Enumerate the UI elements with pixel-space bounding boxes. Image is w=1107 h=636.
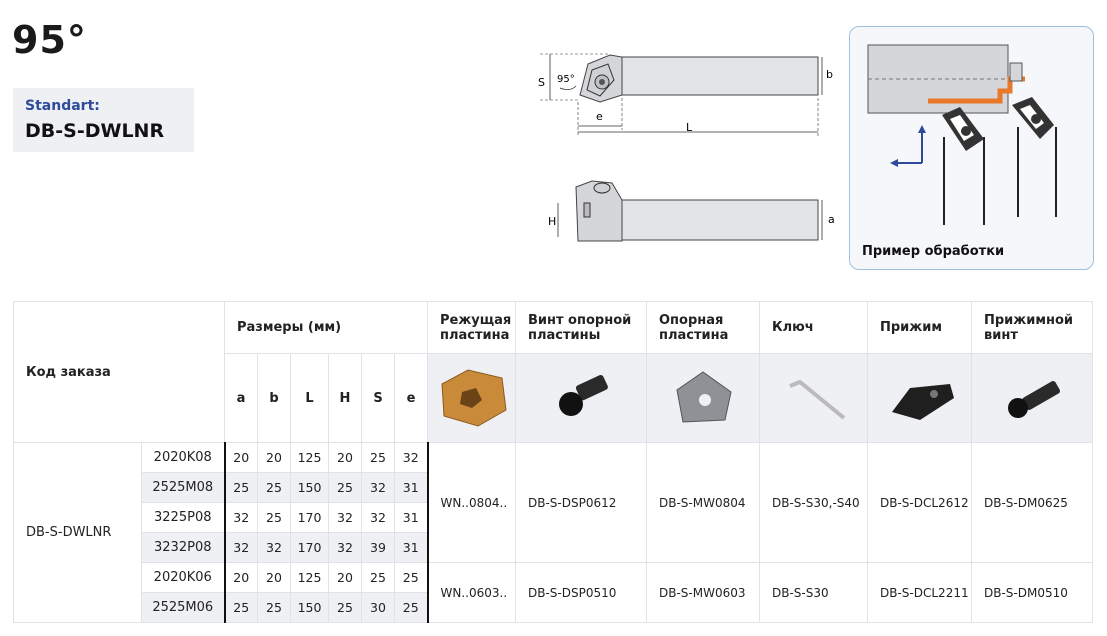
dim-value: 32 — [258, 533, 291, 563]
dim-value: 170 — [291, 533, 329, 563]
table-row — [14, 563, 1093, 593]
dimensions-header: Размеры (мм) — [225, 302, 428, 354]
dim-value: 25 — [395, 593, 428, 623]
dim-value: 25 — [362, 563, 395, 593]
dim-value: 25 — [258, 473, 291, 503]
clamp-icon — [880, 362, 960, 432]
dim-value: 125 — [291, 443, 329, 473]
dim-value: 25 — [225, 473, 258, 503]
machining-example-illustration — [850, 27, 1093, 227]
dim-value: 170 — [291, 503, 329, 533]
dim-value: 32 — [329, 533, 362, 563]
insert-image — [428, 354, 516, 443]
clamp-image — [868, 354, 972, 443]
row-code: 2525M08 — [142, 473, 225, 503]
machining-example-label: Пример обработки — [862, 244, 1005, 259]
standard-label: Standart: — [25, 98, 100, 114]
header-clamp: Прижим — [868, 302, 972, 354]
dim-value: 32 — [362, 473, 395, 503]
dim-value: 25 — [258, 593, 291, 623]
dim-col-h: H — [329, 354, 362, 443]
dim-value: 20 — [225, 563, 258, 593]
key-code: DB-S-S30,-S40 — [760, 443, 868, 563]
clamp-screw-code: DB-S-DM0625 — [972, 443, 1093, 563]
dim-value: 32 — [395, 443, 428, 473]
standard-value: DB-S-DWLNR — [25, 120, 165, 142]
dim-value: 25 — [395, 563, 428, 593]
dim-value: 20 — [225, 443, 258, 473]
dim-label-e: e — [596, 110, 603, 123]
header-shim: Опорная пластина — [647, 302, 760, 354]
header-key: Ключ — [760, 302, 868, 354]
dim-value: 125 — [291, 563, 329, 593]
dim-value: 20 — [258, 563, 291, 593]
dim-value: 20 — [258, 443, 291, 473]
dim-value: 25 — [329, 473, 362, 503]
table-row — [14, 443, 1093, 473]
header-shim-screw: Винт опорной пластины — [516, 302, 647, 354]
dim-col-l: L — [291, 354, 329, 443]
shim-image — [647, 354, 760, 443]
specification-table — [13, 301, 1093, 623]
shim-screw-code: DB-S-DSP0510 — [516, 563, 647, 623]
tool-side-view-drawing — [540, 175, 835, 250]
family-code: DB-S-DWLNR — [14, 443, 142, 623]
dim-value: 32 — [329, 503, 362, 533]
hex-key-icon — [774, 362, 854, 432]
dim-value: 30 — [362, 593, 395, 623]
standard-box — [13, 88, 194, 152]
dim-col-s: S — [362, 354, 395, 443]
dim-label-h: H — [548, 215, 557, 228]
dim-label-l: L — [686, 121, 693, 134]
dim-value: 31 — [395, 503, 428, 533]
insert-code: WN..0804.. — [428, 443, 516, 563]
dim-value: 150 — [291, 473, 329, 503]
dim-value: 31 — [395, 473, 428, 503]
dim-label-b: b — [826, 68, 833, 81]
clamp-screw-image — [972, 354, 1093, 443]
dim-label-s: S — [538, 76, 545, 89]
row-code: 3225P08 — [142, 503, 225, 533]
dim-value: 20 — [329, 563, 362, 593]
insert-icon — [432, 362, 512, 432]
dim-col-b: b — [258, 354, 291, 443]
header-clamp-screw: Прижимной винт — [972, 302, 1093, 354]
dim-label-a: a — [828, 213, 835, 226]
dim-value: 25 — [362, 443, 395, 473]
clamp-code: DB-S-DCL2612 — [868, 443, 972, 563]
page-title: 95° — [12, 18, 87, 62]
row-code: 3232P08 — [142, 533, 225, 563]
dim-value: 150 — [291, 593, 329, 623]
dim-value: 20 — [329, 443, 362, 473]
key-image — [760, 354, 868, 443]
row-code: 2525M06 — [142, 593, 225, 623]
dim-col-a: a — [225, 354, 258, 443]
dim-value: 31 — [395, 533, 428, 563]
dim-value: 39 — [362, 533, 395, 563]
shim-screw-image — [516, 354, 647, 443]
key-code: DB-S-S30 — [760, 563, 868, 623]
row-code: 2020K06 — [142, 563, 225, 593]
dim-value: 32 — [362, 503, 395, 533]
clamp-screw-icon — [992, 362, 1072, 432]
dim-value: 32 — [225, 503, 258, 533]
dim-value: 25 — [225, 593, 258, 623]
header-insert: Режущая пластина — [428, 302, 516, 354]
row-code: 2020K08 — [142, 443, 225, 473]
shim-code: DB-S-MW0804 — [647, 443, 760, 563]
order-code-header: Код заказа — [14, 302, 225, 443]
shim-icon — [663, 362, 743, 432]
shim-screw-code: DB-S-DSP0612 — [516, 443, 647, 563]
dim-value: 25 — [329, 593, 362, 623]
dim-value: 25 — [258, 503, 291, 533]
clamp-code: DB-S-DCL2211 — [868, 563, 972, 623]
machining-example-box — [849, 26, 1094, 270]
tool-top-view-drawing — [530, 40, 833, 150]
shim-screw-icon — [541, 362, 621, 432]
dim-col-e: e — [395, 354, 428, 443]
insert-code: WN..0603.. — [428, 563, 516, 623]
dim-label-angle: 95° — [557, 74, 575, 85]
dim-value: 32 — [225, 533, 258, 563]
clamp-screw-code: DB-S-DM0510 — [972, 563, 1093, 623]
shim-code: DB-S-MW0603 — [647, 563, 760, 623]
